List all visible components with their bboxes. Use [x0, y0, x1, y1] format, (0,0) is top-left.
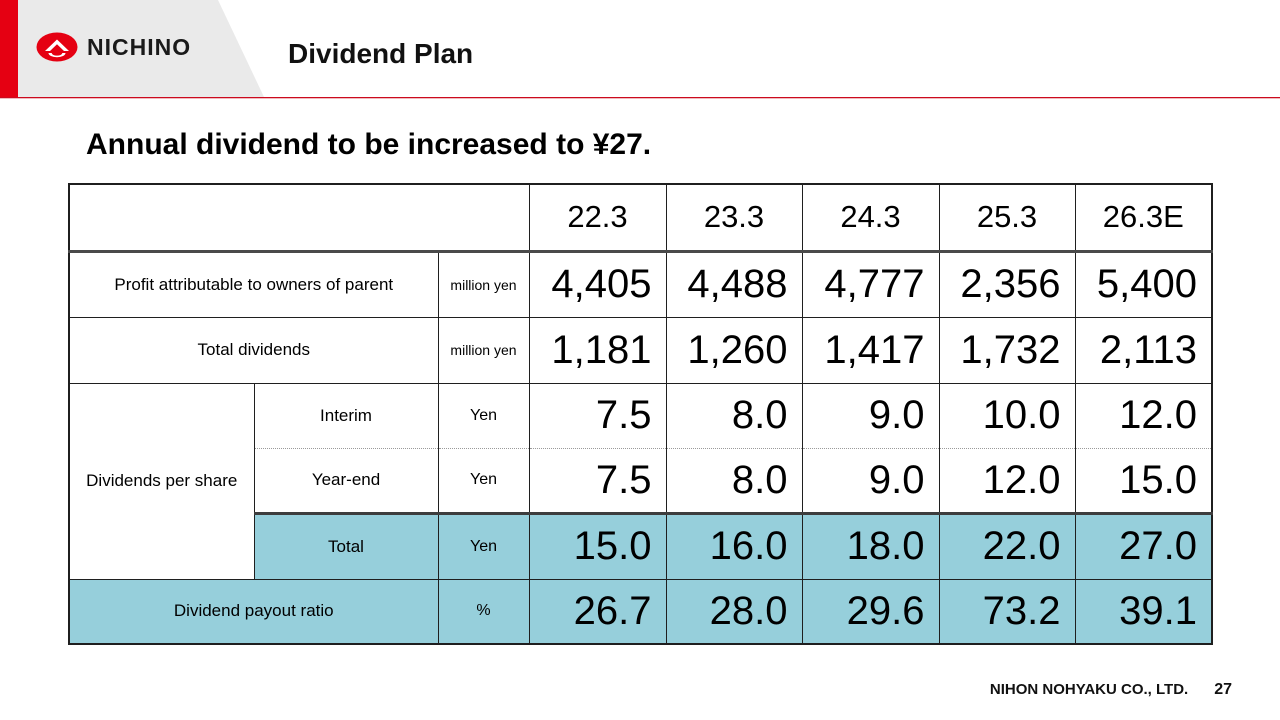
value-cell: 1,260	[666, 317, 802, 383]
year-column-header: 23.3	[666, 184, 802, 251]
row-label: Profit attributable to owners of parent	[69, 251, 438, 317]
nichino-logo-icon	[36, 32, 78, 62]
unit-cell: Yen	[438, 448, 529, 513]
value-cell: 39.1	[1075, 579, 1212, 644]
header-divider	[0, 97, 1280, 99]
table-row-years	[69, 184, 1212, 251]
company-name: NIHON NOHYAKU CO., LTD.	[989, 681, 1189, 698]
row-label: Year-end	[254, 448, 438, 513]
value-cell: 28.0	[666, 579, 802, 644]
value-cell: 12.0	[939, 448, 1075, 513]
row-label: Dividend payout ratio	[69, 579, 438, 644]
value-cell: 4,405	[529, 251, 666, 317]
table-row-profit	[69, 251, 1212, 317]
row-label: Interim	[254, 383, 438, 448]
value-cell: 4,777	[802, 251, 939, 317]
group-label-dividends-per-share: Dividends per share	[69, 383, 254, 579]
table-row-interim	[69, 383, 1212, 448]
slide-title: Dividend Plan	[288, 38, 474, 69]
footer	[990, 681, 1232, 699]
value-cell: 9.0	[802, 383, 939, 448]
value-cell: 26.7	[529, 579, 666, 644]
value-cell: 15.0	[529, 513, 666, 579]
value-cell: 27.0	[1075, 513, 1212, 579]
year-column-header: 22.3	[529, 184, 666, 251]
unit-cell: Yen	[438, 383, 529, 448]
nichino-logo-text: NICHINO	[87, 33, 192, 60]
row-label: Total dividends	[69, 317, 438, 383]
value-cell: 7.5	[529, 383, 666, 448]
year-column-header: 24.3	[802, 184, 939, 251]
key-message: Annual dividend to be increased to ¥27.	[86, 128, 652, 161]
dividend-table	[68, 183, 1213, 645]
page-number: 27	[1214, 681, 1232, 698]
value-cell: 73.2	[939, 579, 1075, 644]
year-column-header: 25.3	[939, 184, 1075, 251]
nichino-logo	[36, 32, 191, 62]
value-cell: 29.6	[802, 579, 939, 644]
unit-cell: million yen	[438, 317, 529, 383]
table-row-total-dividends	[69, 317, 1212, 383]
year-column-header: 26.3E	[1075, 184, 1212, 251]
value-cell: 2,356	[939, 251, 1075, 317]
value-cell: 9.0	[802, 448, 939, 513]
row-label: Total	[254, 513, 438, 579]
brand-red-bar	[0, 0, 18, 97]
value-cell: 1,732	[939, 317, 1075, 383]
value-cell: 7.5	[529, 448, 666, 513]
value-cell: 18.0	[802, 513, 939, 579]
value-cell: 10.0	[939, 383, 1075, 448]
value-cell: 8.0	[666, 383, 802, 448]
value-cell: 22.0	[939, 513, 1075, 579]
unit-cell: Yen	[438, 513, 529, 579]
value-cell: 16.0	[666, 513, 802, 579]
unit-cell: million yen	[438, 251, 529, 317]
value-cell: 15.0	[1075, 448, 1212, 513]
value-cell: 12.0	[1075, 383, 1212, 448]
value-cell: 4,488	[666, 251, 802, 317]
value-cell: 1,181	[529, 317, 666, 383]
value-cell: 5,400	[1075, 251, 1212, 317]
value-cell: 1,417	[802, 317, 939, 383]
corner-cell	[69, 184, 529, 251]
table-row-payout-ratio	[69, 579, 1212, 644]
value-cell: 8.0	[666, 448, 802, 513]
value-cell: 2,113	[1075, 317, 1212, 383]
unit-cell: %	[438, 579, 529, 644]
